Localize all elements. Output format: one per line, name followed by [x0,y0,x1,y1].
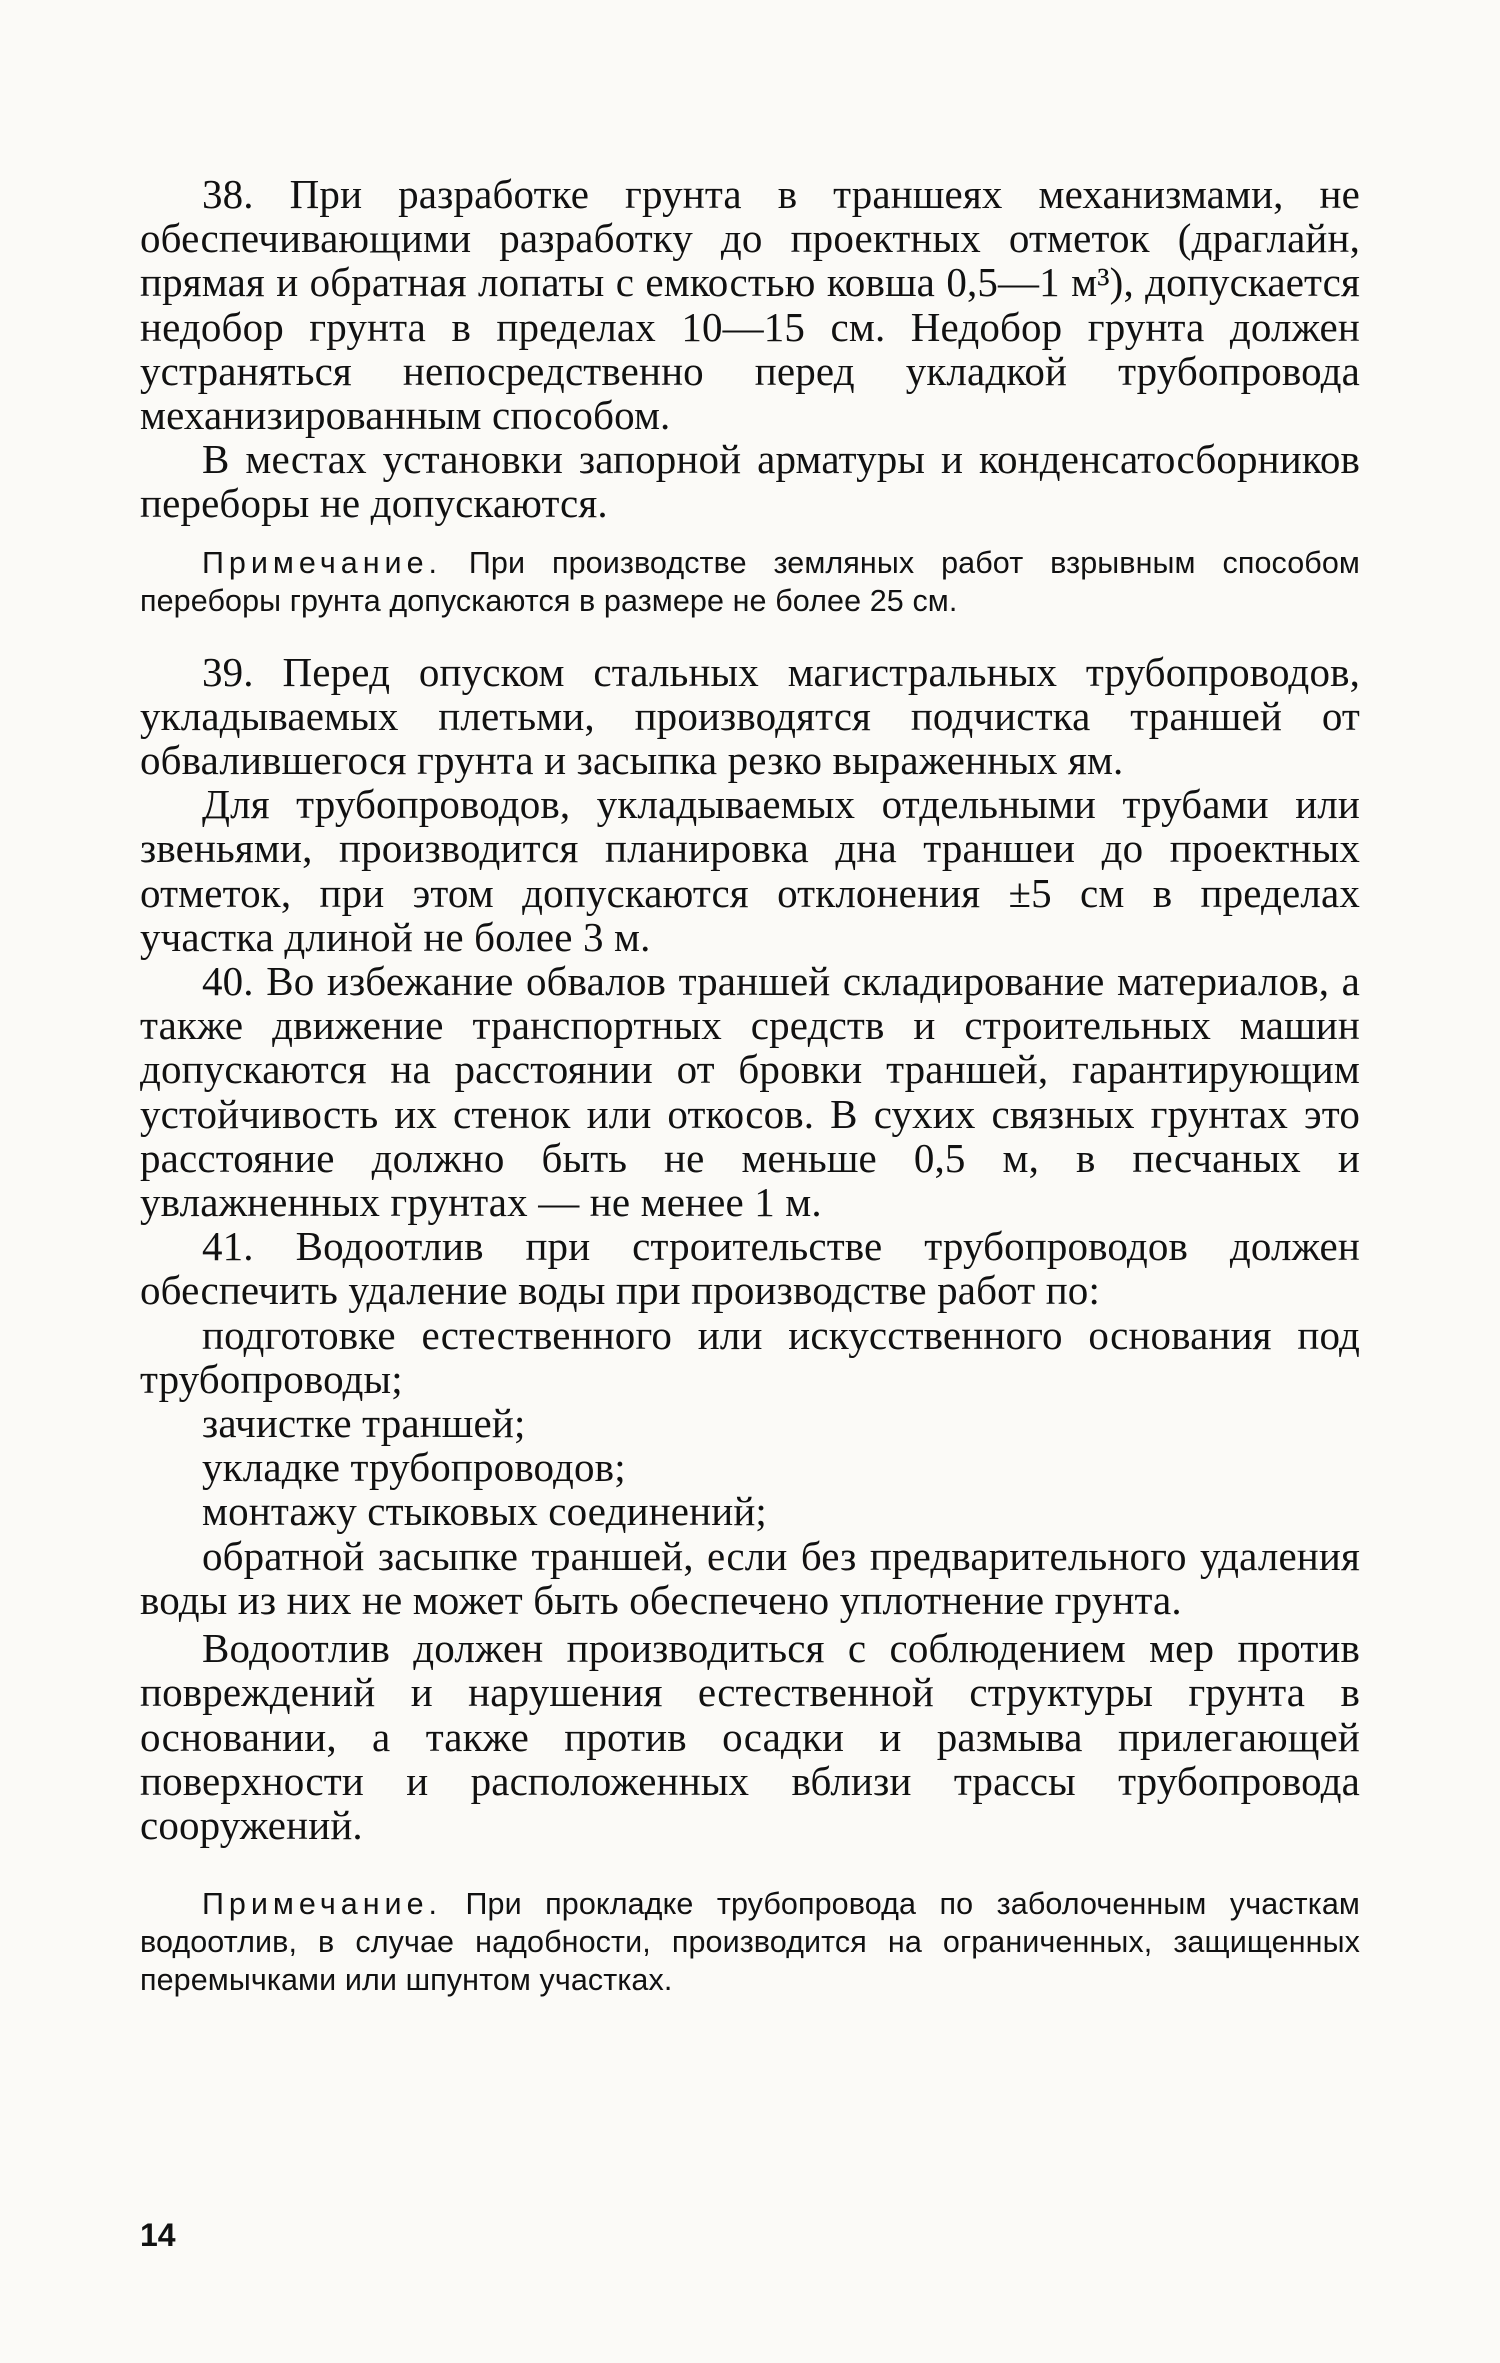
paragraph-39-trench-bottom: Для трубопроводов, укладываемых отдельными трубами или звеньями, производится планировка дна траншеи до проектных отметок, при этом допускаются отклонения ±5 см в пределах участка длиной не более 3 м. [140,781,1360,960]
list-item-pipe-laying: укладке трубопроводов; [202,1444,626,1491]
note-text: При прокладке трубопровода по заболоченным участкам водоотлив, в случае надобности, производится на ограниченных, защищенных перемычками или шпунтом участках. [140,1887,1360,1998]
paragraph-40: 40. Во избежание обвалов траншей складирование материалов, а также движение транспортных средств и строительных машин допускаются на расстоянии от бровки траншей, гарантирующим устойчивость их стенок или откосов. В сухих связных грунтах это расстояние должно быть не меньше 0,5 м, в песчаных и увлажненных грунтах — не менее 1 м. [140,958,1360,1226]
note-label: Примечание. [202,545,443,580]
list-item-joint-assembly: монтажу стыковых соединений; [202,1488,767,1535]
paragraph-39: 39. Перед опуском стальных магистральных трубопроводов, укладываемых плетьми, производятся подчистка траншей от обвалившегося грунта и засыпка резко выраженных ям. [140,648,1360,784]
note-label: Примечание. [202,1887,443,1922]
paragraph-41-dewatering: Водоотлив должен производиться с соблюдением мер против повреждений и нарушения естественной структуры грунта в основании, а также против осадки и размыва прилегающей поверхности и расположенных вблизи трассы трубопровода сооружений. [140,1625,1360,1848]
paragraph-41: 41. Водоотлив при строительстве трубопроводов должен обеспечить удаление воды при производстве работ по: [140,1223,1360,1314]
paragraph-38: 38. При разработке грунта в траншеях механизмами, не обеспечивающими разработку до проектных отметок (драглайн, прямая и обратная лопаты с емкостью ковша 0,5—1 м³), допускается недобор грунта в пределах 10—15 см. Недобор грунта должен устраняться непосредственно перед укладкой трубопровода механизированным способом. [140,171,1360,439]
list-item-trench-cleaning: зачистке траншей; [202,1400,526,1447]
paragraph-38-shutoff-valves: В местах установки запорной арматуры и конденсатосборников переборы не допускаются. [140,436,1360,527]
list-item-base-preparation: подготовке естественного или искусственного основания под трубопроводы; [140,1311,1360,1402]
list-item-backfill: обратной засыпке траншей, если без предварительного удаления воды из них не может быть обеспечено уплотнение грунта. [140,1532,1360,1623]
note-text: При производстве земляных работ взрывным способом переборы грунта допускаются в размере не более 25 см. [140,545,1360,618]
note-blasting [140,544,1360,620]
note-swamp [140,1885,1360,1999]
page-number: 14 [140,2217,176,2253]
